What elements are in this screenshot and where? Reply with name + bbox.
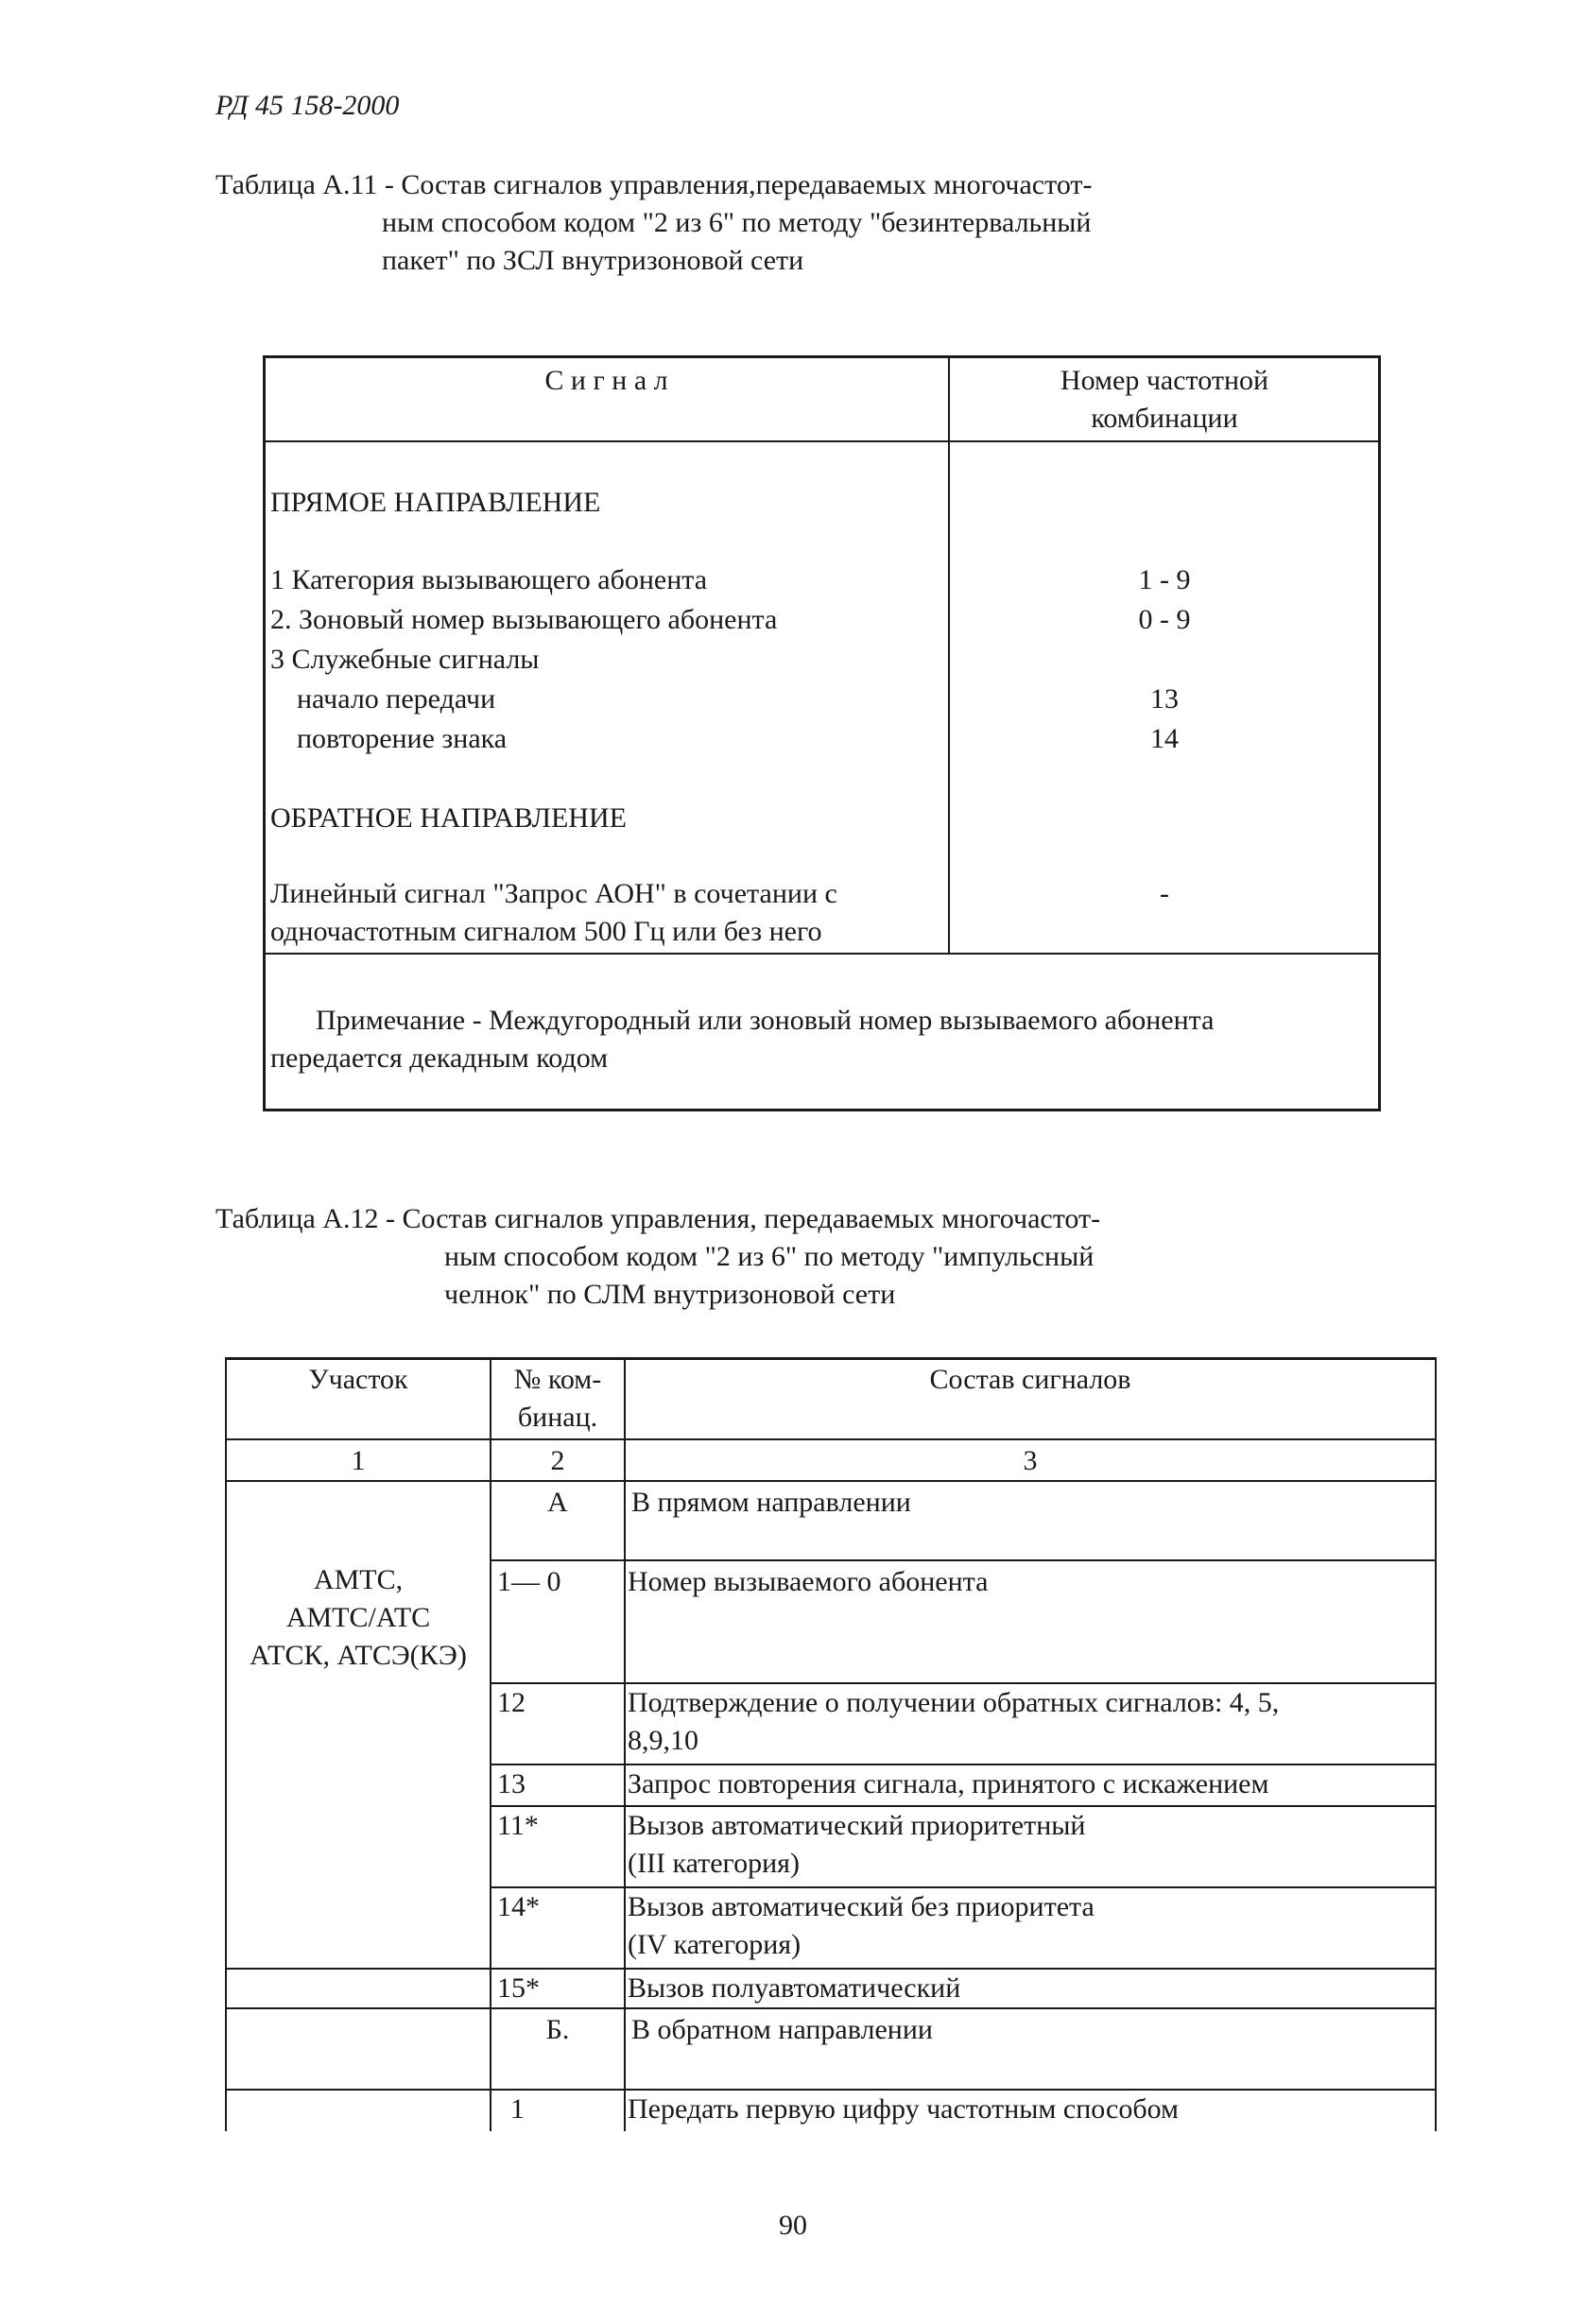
table-a11-row-signal: 2. Зоновый номер вызывающего абонента: [270, 604, 778, 635]
table-a12-header-comb-line2: бинац.: [517, 1402, 598, 1433]
table-a12-col-number: 2: [550, 1445, 565, 1476]
table-a12-header-divider: [225, 1438, 1435, 1440]
table-a11-reverse-signal-line1: Линейный сигнал "Запрос АОН" в сочетании с: [270, 878, 837, 909]
table-a12-row-text: (IV категория): [628, 1929, 802, 1960]
table-a11-row-signal: 1 Категория вызывающего абонента: [270, 564, 708, 595]
table-a12-row-comb: 11*: [497, 1810, 539, 1841]
table-a12-header-section: Участок: [308, 1364, 408, 1395]
table-a12-row-text: Вызов автоматический без приоритета: [628, 1891, 1095, 1922]
table-a12-row-comb: 14*: [497, 1891, 540, 1922]
table-a12-row-comb: 13: [497, 1768, 526, 1799]
table-a12-header-signals: Состав сигналов: [929, 1364, 1131, 1395]
table-a11-column-divider: [948, 357, 950, 953]
table-a12-row-divider: [225, 2007, 1435, 2009]
table-a11-header-divider: [265, 440, 1379, 442]
table-a12-row-text: Запрос повторения сигнала, принятого с искажением: [628, 1768, 1269, 1799]
table-a12-row-text: (III категория): [628, 1848, 800, 1879]
table-a12-section-label-line2: АМТС/АТС: [285, 1602, 431, 1633]
table-a12-row-comb: А: [547, 1487, 568, 1518]
table-a12-row-comb: Б.: [545, 2014, 570, 2045]
table-a11-note-divider: [265, 953, 1379, 955]
table-a12-row-text: В обратном направлении: [631, 2014, 933, 2045]
table-a11-caption-line3: пакет" по ЗСЛ внутризоновой сети: [382, 245, 804, 276]
table-a11-row-signal: повторение знака: [297, 723, 508, 754]
table-a12-row-text: Подтверждение о получении обратных сигналов: 4, 5,: [628, 1687, 1280, 1718]
table-a11-row-signal: начало передачи: [297, 683, 496, 714]
table-a12-row-text: В прямом направлении: [631, 1487, 911, 1518]
table-a11-reverse-value: -: [1160, 878, 1169, 909]
table-a12-col-number: 1: [351, 1445, 366, 1476]
table-a12-col-number: 3: [1023, 1445, 1038, 1476]
table-a12-right-border: [1435, 1357, 1437, 2131]
doc-code: РД 45 158-2000: [215, 90, 400, 121]
table-a12-section-label-line1: АМТС,: [313, 1564, 404, 1595]
table-a12-row-divider: [490, 1559, 1435, 1561]
table-a12-caption-line3: челнок" по СЛМ внутризоновой сети: [444, 1279, 896, 1310]
table-a11-caption-line2: ным способом кодом "2 из 6" по методу "безинтервальный: [382, 207, 1092, 238]
table-a12-row-text: Номер вызываемого абонента: [628, 1566, 989, 1597]
table-a12-row-text: 8,9,10: [628, 1725, 698, 1756]
table-a12-row-comb: 1— 0: [497, 1566, 561, 1597]
table-a11-row-value: 1 - 9: [1138, 564, 1191, 595]
table-a12-numbers-divider: [225, 1480, 1435, 1482]
table-a12-row-comb: 1: [510, 2093, 525, 2125]
table-a11-header-signal: С и г н а л: [544, 365, 668, 396]
table-a11-forward-title: ПРЯМОЕ НАПРАВЛЕНИЕ: [270, 487, 601, 518]
table-a12-caption-line1: Таблица А.12 - Состав сигналов управления, передаваемых многочастот-: [215, 1203, 1101, 1234]
table-a11-row-value: 13: [1150, 683, 1179, 714]
table-a12-row-text: Передать первую цифру частотным способом: [628, 2093, 1180, 2125]
page-number: 90: [779, 2210, 807, 2241]
table-a12-caption-line2: ным способом кодом "2 из 6" по методу "импульсный: [444, 1241, 1095, 1272]
table-a12-row-comb: 15*: [497, 1972, 540, 2004]
table-a11-header-freq-line1: Номер частотной: [1060, 365, 1269, 396]
table-a12-section-label-line3: АТСК, АТСЭ(КЭ): [250, 1640, 467, 1671]
table-a12-row-comb: 12: [497, 1687, 526, 1718]
table-a11-caption-line1: Таблица А.11 - Состав сигналов управления,передаваемых многочастот-: [215, 169, 1093, 200]
table-a12-top-border: [225, 1357, 1435, 1360]
table-a12-header-comb-line1: № ком-: [513, 1364, 602, 1395]
table-a11-reverse-title: ОБРАТНОЕ НАПРАВЛЕНИЕ: [270, 802, 627, 834]
table-a11-row-signal: 3 Служебные сигналы: [270, 644, 540, 675]
table-a11-header-freq-line2: комбинации: [1091, 403, 1238, 434]
table-a11-note-line2: передается декадным кодом: [270, 1042, 609, 1074]
table-a11-note-line1: Примечание - Междугородный или зоновый номер вызываемого абонента: [316, 1005, 1215, 1036]
table-a11-reverse-signal-line2: одночастотным сигналом 500 Гц или без него: [270, 916, 822, 947]
table-a12-row-text: Вызов автоматический приоритетный: [628, 1810, 1086, 1841]
table-a11-row-value: 14: [1150, 723, 1179, 754]
table-a11-row-value: 0 - 9: [1138, 604, 1191, 635]
table-a12-row-text: Вызов полуавтоматический: [628, 1972, 961, 2004]
